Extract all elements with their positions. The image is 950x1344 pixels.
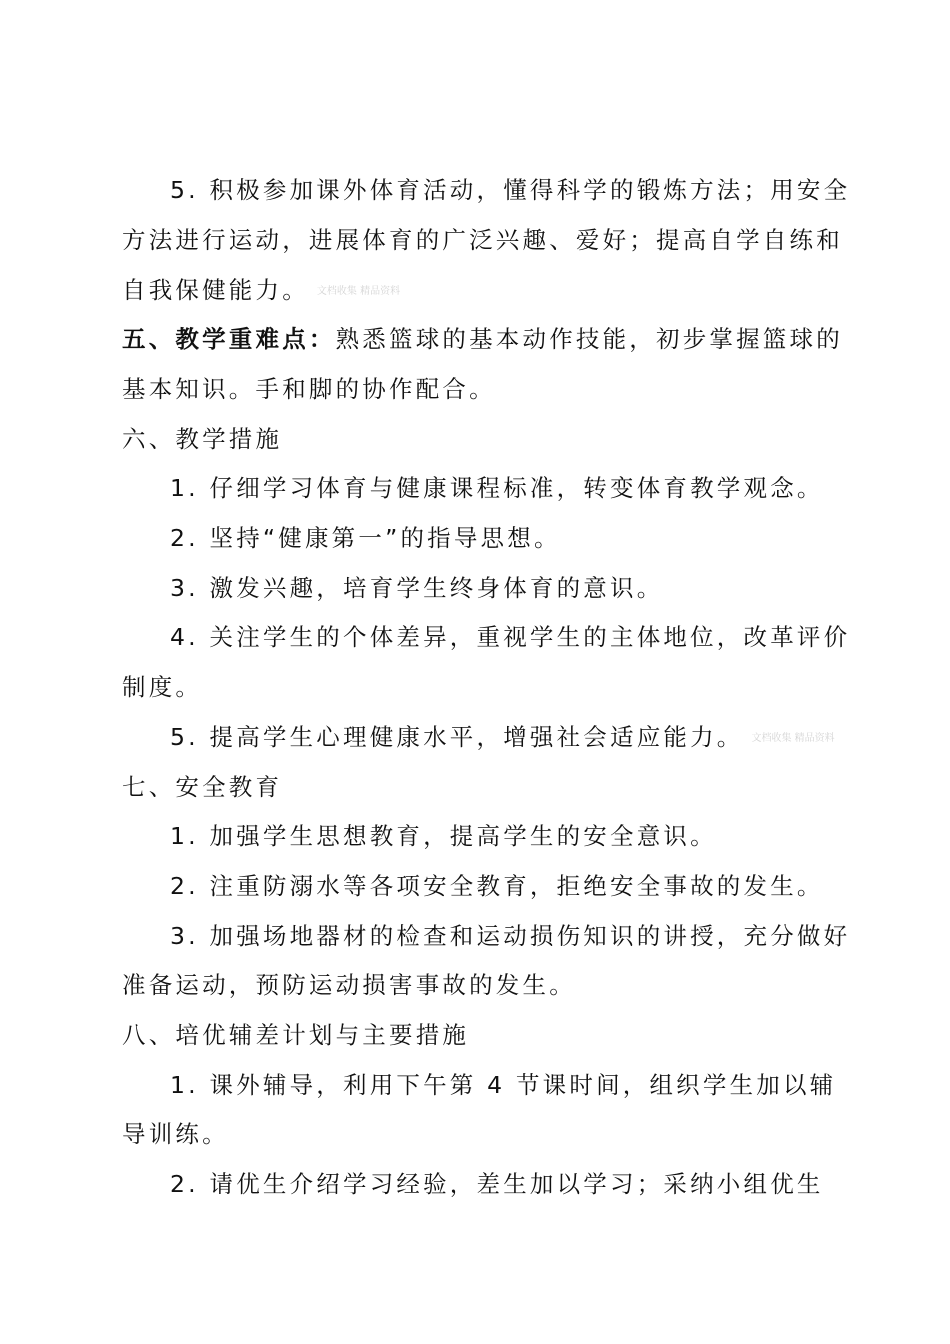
list-item: 2. 坚持“健康第一”的指导思想。 [170, 524, 561, 552]
paragraph-line: 制度。 [122, 673, 203, 701]
list-item: 4. 关注学生的个体差异，重视学生的主体地位，改革评价 [170, 623, 851, 651]
section-heading-7: 七、安全教育 [122, 773, 283, 801]
line-text: 熟悉篮球的基本动作技能，初步掌握篮球的 [335, 325, 843, 353]
section-heading-6: 六、教学措施 [122, 425, 283, 453]
watermark-text: 文档收集 精品资料 [751, 732, 835, 744]
paragraph-line: 方法进行运动，进展体育的广泛兴趣、爱好；提高自学自练和 [122, 226, 843, 254]
list-item: 1. 加强学生思想教育，提高学生的安全意识。 [170, 822, 717, 850]
list-item: 2. 请优生介绍学习经验，差生加以学习；采纳小组优生 [170, 1170, 824, 1198]
list-item [170, 722, 842, 754]
paragraph-line: 准备运动，预防运动损害事故的发生。 [122, 971, 576, 999]
paragraph-line: 导训练。 [122, 1120, 229, 1148]
section-heading-label: 五、教学重难点： [122, 325, 336, 353]
paragraph-line: 基本知识。手和脚的协作配合。 [122, 375, 496, 403]
watermark-text: 文档收集 精品资料 [316, 285, 401, 297]
paragraph-line: 5. 积极参加课外体育活动，懂得科学的锻炼方法；用安全 [170, 176, 851, 204]
list-item: 1. 课外辅导，利用下午第 4 节课时间，组织学生加以辅 [170, 1071, 837, 1099]
list-item: 1. 仔细学习体育与健康课程标准，转变体育教学观念。 [170, 474, 824, 502]
line-text: 自我保健能力。 [122, 276, 309, 304]
list-item: 3. 激发兴趣，培育学生终身体育的意识。 [170, 574, 664, 602]
line-text: 5. 提高学生心理健康水平，增强社会适应能力。 [170, 723, 744, 751]
paragraph-line [122, 275, 842, 307]
list-item: 2. 注重防溺水等各项安全教育，拒绝安全事故的发生。 [170, 872, 824, 900]
section-heading-5 [122, 324, 842, 354]
section-heading-8: 八、培优辅差计划与主要措施 [122, 1021, 470, 1049]
list-item: 3. 加强场地器材的检查和运动损伤知识的讲授，充分做好 [170, 922, 851, 950]
